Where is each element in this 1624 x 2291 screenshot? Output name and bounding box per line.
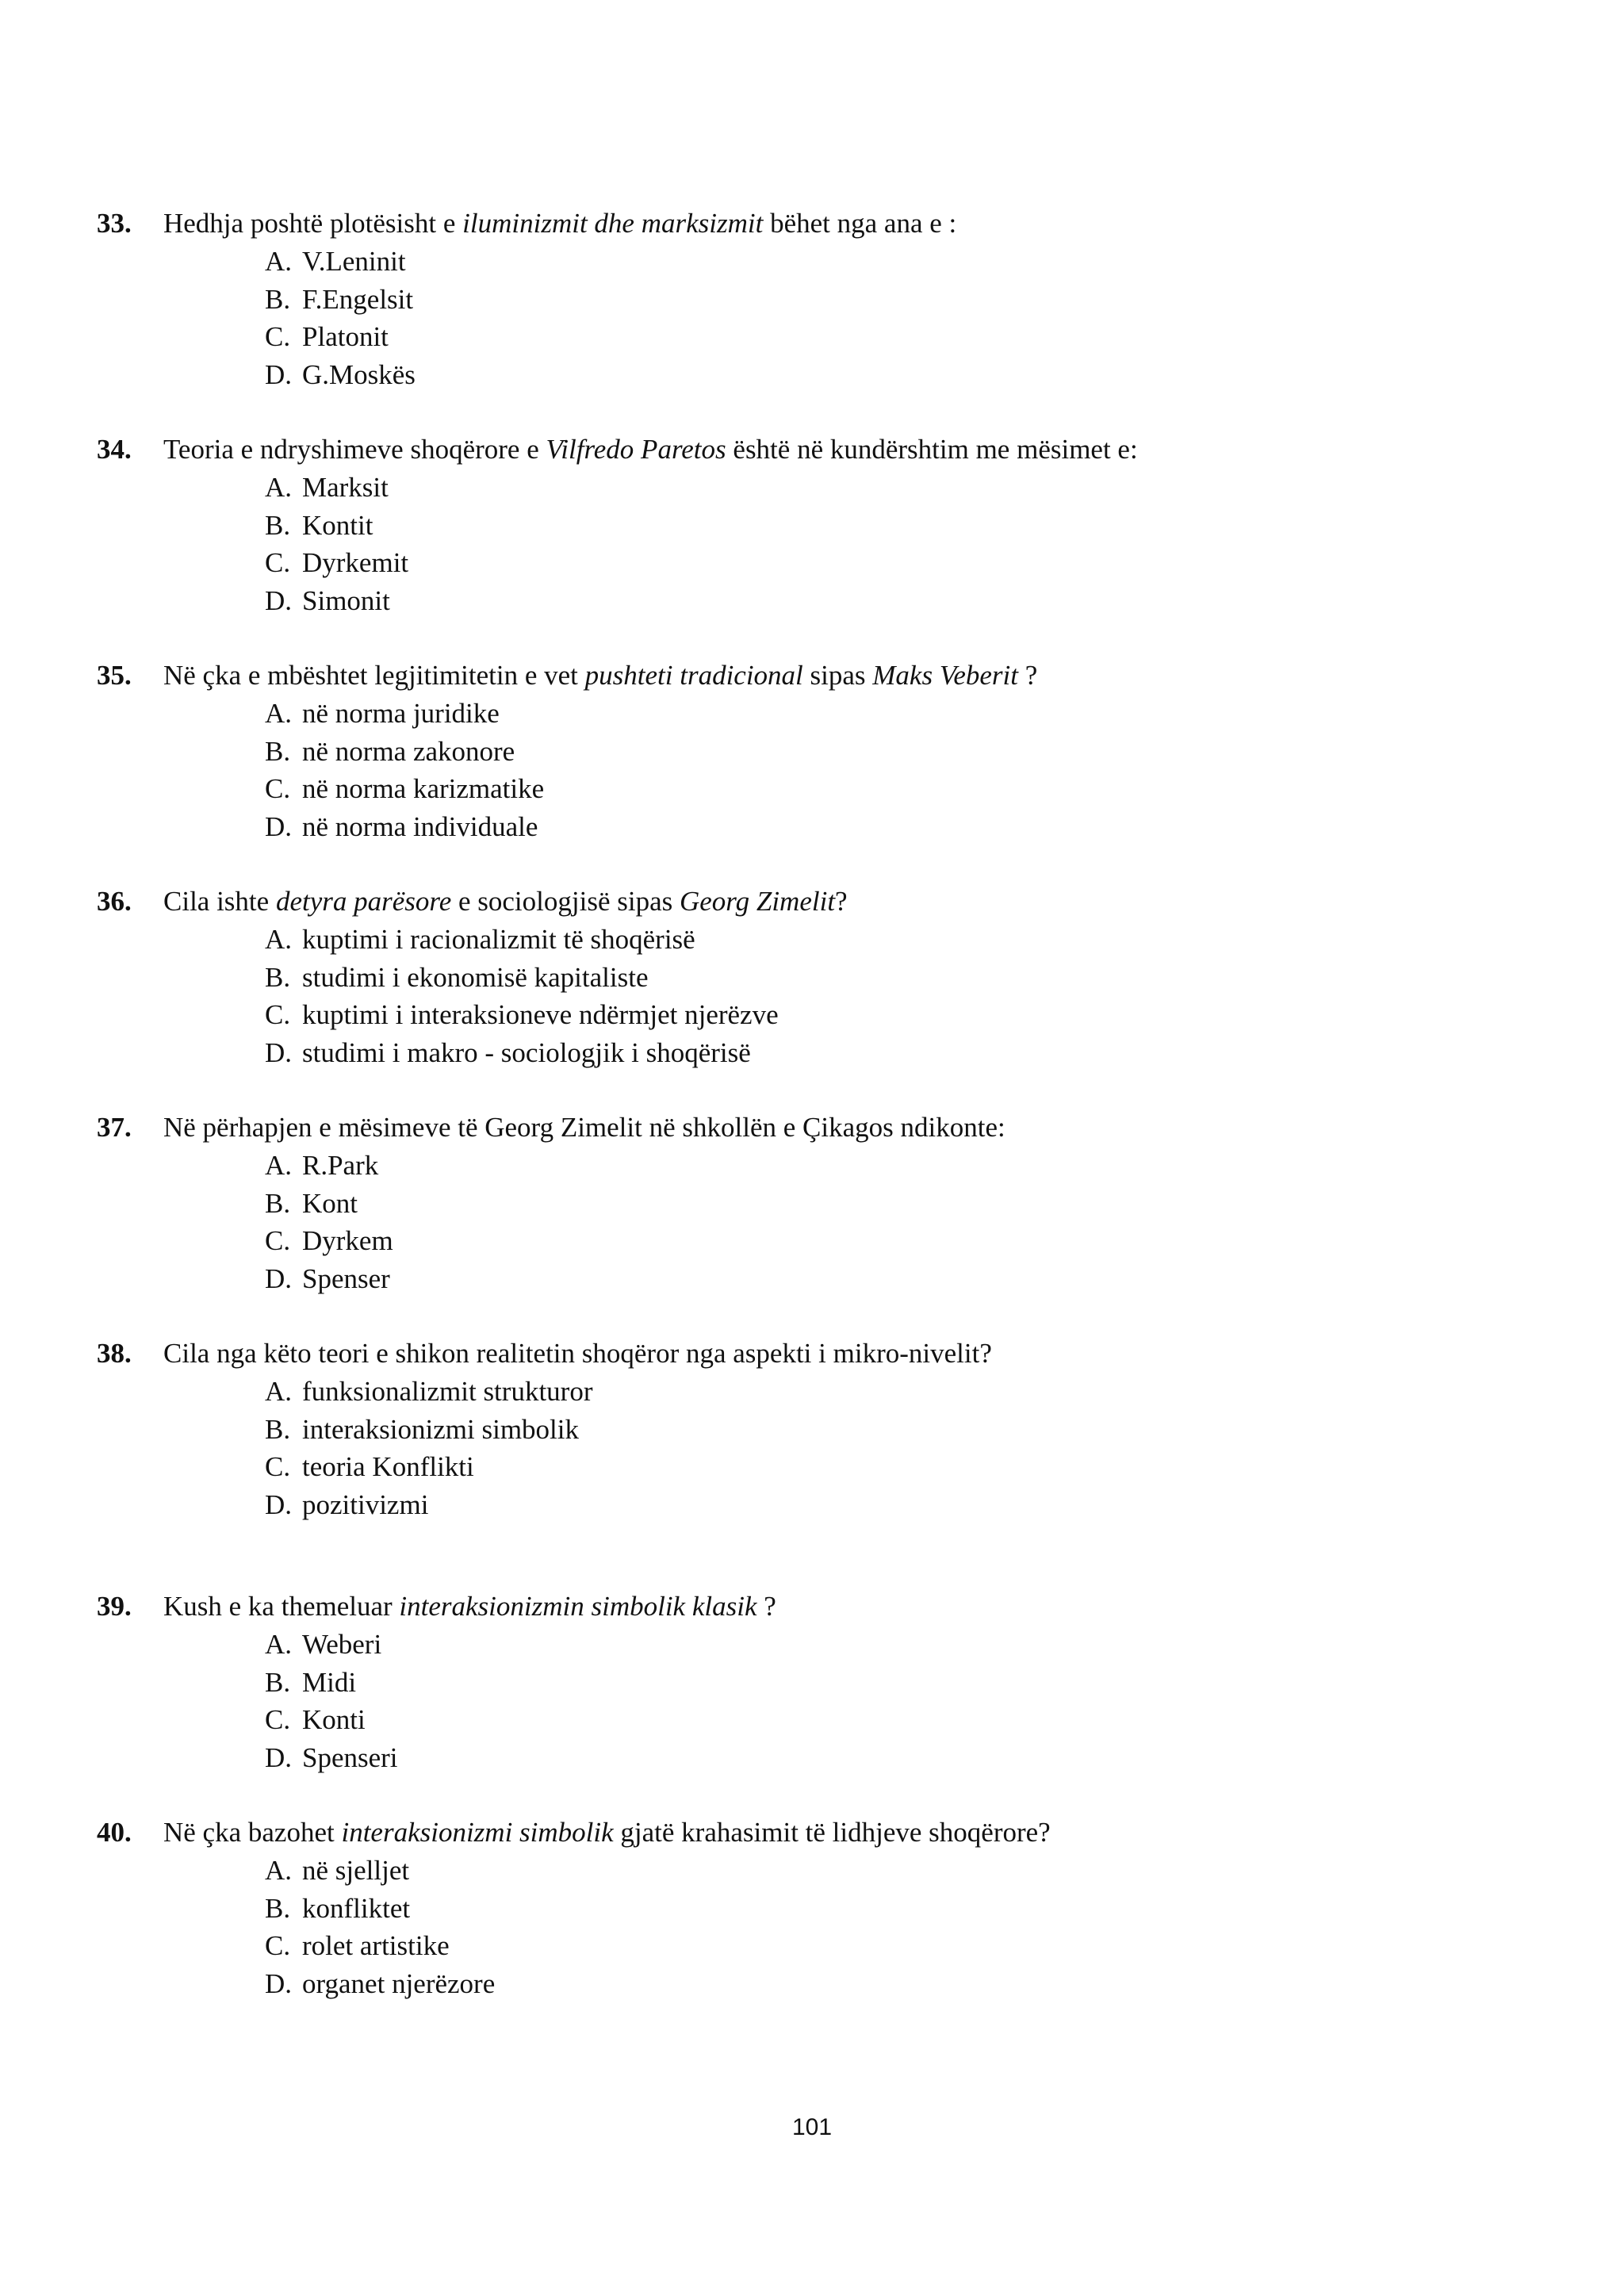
option-text: organet njerëzore [302,1968,496,2000]
option-a [0,695,1624,733]
question-text: Në çka bazohet interaksionizmi simbolik gjatë krahasimit të lidhjeve shoqërore? [163,1817,1051,1848]
option-text: G.Moskës [302,359,416,391]
option-c [0,1701,1624,1739]
option-letter: A. [265,1376,293,1407]
option-c [0,996,1624,1034]
question-line [0,1588,1624,1626]
question-text: Në çka e mbështet legjitimitetin e vet pushteti tradicional sipas Maks Veberit ? [163,660,1038,691]
option-text: teoria Konflikti [302,1451,474,1483]
option-c [0,1448,1624,1486]
option-text: funksionalizmit strukturor [302,1376,593,1407]
option-a [0,921,1624,959]
option-text: Marksit [302,472,389,503]
option-letter: B. [265,735,291,767]
question-39 [0,1588,1624,1777]
question-text: Kush e ka themeluar interaksionizmin simbolik klasik ? [163,1591,776,1622]
option-text: Kontit [302,509,373,541]
option-text: Kont [302,1187,358,1219]
option-letter: A. [265,1855,293,1886]
option-a [0,243,1624,281]
question-text: Në përhapjen e mësimeve të Georg Zimelit në shkollën e Çikagos ndikonte: [163,1112,1005,1143]
question-number: 39. [97,1591,132,1622]
question-40 [0,1814,1624,2003]
option-text: Konti [302,1704,366,1736]
option-text: R.Park [302,1150,379,1181]
option-b [0,507,1624,545]
question-line [0,883,1624,921]
option-letter: C. [265,547,291,579]
option-letter: B. [265,283,291,315]
question-35 [0,657,1624,846]
option-b [0,959,1624,997]
question-line [0,431,1624,469]
option-text: F.Engelsit [302,283,414,315]
option-text: studimi i ekonomisë kapitaliste [302,961,649,993]
option-text: kuptimi i interaksioneve ndërmjet njerëzve [302,999,779,1031]
question-line [0,1109,1624,1147]
option-letter: A. [265,246,293,277]
option-c [0,1927,1624,1965]
option-b [0,1890,1624,1928]
option-letter: C. [265,1451,291,1483]
option-b [0,733,1624,771]
option-text: interaksionizmi simbolik [302,1413,579,1445]
option-letter: B. [265,1666,291,1698]
option-d [0,1486,1624,1524]
option-text: Simonit [302,585,390,617]
question-number: 34. [97,434,132,465]
option-d [0,1034,1624,1072]
option-letter: D. [265,1037,293,1069]
option-c [0,544,1624,582]
option-letter: C. [265,321,291,353]
option-a [0,1373,1624,1411]
option-text: Dyrkemit [302,547,409,579]
option-d [0,356,1624,394]
option-c [0,1222,1624,1260]
option-letter: B. [265,1187,291,1219]
option-text: Spenser [302,1263,390,1295]
option-letter: C. [265,1930,291,1962]
option-letter: D. [265,1489,293,1521]
option-text: studimi i makro - sociologjik i shoqërisë [302,1037,751,1069]
option-d [0,808,1624,846]
option-a [0,1626,1624,1664]
option-b [0,1664,1624,1702]
option-text: Spenseri [302,1742,398,1774]
option-d [0,582,1624,620]
option-letter: D. [265,811,293,843]
option-letter: D. [265,1968,293,2000]
question-37 [0,1109,1624,1298]
question-line [0,205,1624,243]
option-text: në norma karizmatike [302,773,545,805]
option-letter: A. [265,472,293,503]
option-text: V.Leninit [302,246,406,277]
option-text: Weberi [302,1629,382,1660]
question-text: Teoria e ndryshimeve shoqërore e Vilfredo Paretos është në kundërshtim me mësimet e: [163,434,1138,465]
question-38 [0,1335,1624,1524]
option-letter: D. [265,1263,293,1295]
option-text: në norma juridike [302,698,500,729]
question-line [0,1814,1624,1852]
option-letter: B. [265,509,291,541]
option-letter: A. [265,924,293,955]
option-text: në norma zakonore [302,735,515,767]
page-number: 101 [791,2114,833,2140]
option-letter: C. [265,999,291,1031]
option-letter: B. [265,1892,291,1924]
option-text: rolet artistike [302,1930,450,1962]
option-text: Midi [302,1666,357,1698]
question-line [0,657,1624,695]
question-33 [0,205,1624,394]
question-number: 38. [97,1338,132,1369]
option-text: Dyrkem [302,1225,393,1257]
question-text: Hedhja poshtë plotësisht e iluminizmit dhe marksizmit bëhet nga ana e : [163,208,957,239]
option-letter: C. [265,1225,291,1257]
option-text: pozitivizmi [302,1489,429,1521]
option-text: Platonit [302,321,389,353]
question-36 [0,883,1624,1072]
option-text: kuptimi i racionalizmit të shoqërisë [302,924,695,955]
option-a [0,469,1624,507]
question-line [0,1335,1624,1373]
option-a [0,1852,1624,1890]
option-d [0,1260,1624,1298]
option-letter: B. [265,1413,291,1445]
option-letter: D. [265,1742,293,1774]
question-text: Cila nga këto teori e shikon realitetin shoqëror nga aspekti i mikro-nivelit? [163,1338,992,1369]
question-number: 33. [97,208,132,239]
option-text: në sjelljet [302,1855,410,1886]
question-number: 37. [97,1112,132,1143]
option-d [0,1965,1624,2003]
option-letter: B. [265,961,291,993]
option-b [0,1185,1624,1223]
option-a [0,1147,1624,1185]
option-letter: C. [265,773,291,805]
question-34 [0,431,1624,620]
question-number: 35. [97,660,132,691]
option-b [0,281,1624,319]
option-letter: A. [265,1629,293,1660]
question-number: 40. [97,1817,132,1848]
option-letter: A. [265,1150,293,1181]
option-letter: A. [265,698,293,729]
option-c [0,318,1624,356]
option-b [0,1411,1624,1449]
option-text: konfliktet [302,1892,411,1924]
option-text: në norma individuale [302,811,538,843]
option-letter: D. [265,585,293,617]
question-text: Cila ishte detyra parësore e sociologjisë sipas Georg Zimelit? [163,886,848,917]
question-number: 36. [97,886,132,917]
option-d [0,1739,1624,1777]
option-letter: C. [265,1704,291,1736]
option-c [0,770,1624,808]
option-letter: D. [265,359,293,391]
